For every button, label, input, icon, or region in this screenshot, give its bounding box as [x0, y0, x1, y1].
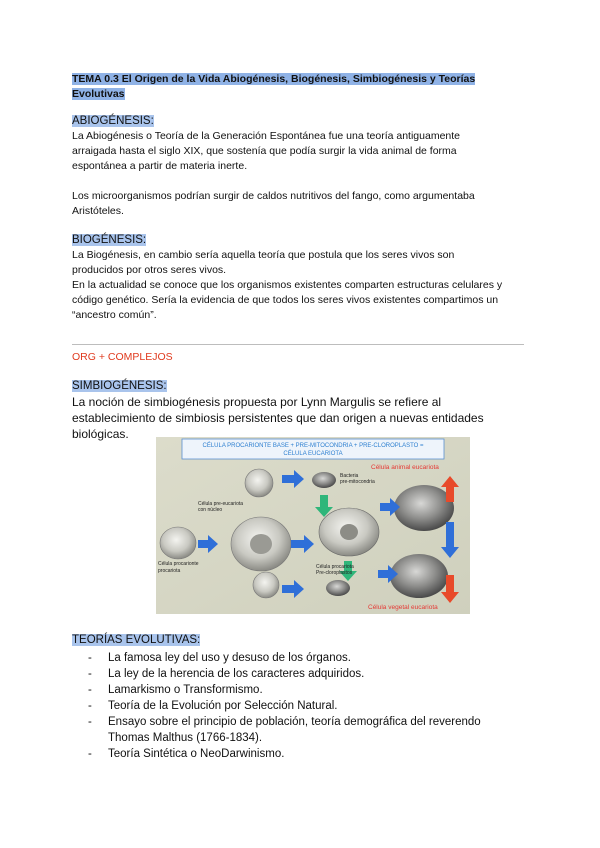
label-bacteria: Bacteria: [340, 473, 359, 479]
label-plant-cell: Célula vegetal eucariota: [368, 604, 438, 611]
banner-line-2: CÉLULA EUCARIOTA: [283, 451, 343, 457]
small-prokaryote-image: [253, 572, 279, 598]
text-line: “ancestro común”.: [72, 309, 157, 321]
text-line: La Abiogénesis o Teoría de la Generación Espontánea fue una teoría antiguamente: [72, 130, 461, 142]
small-prokaryote-image: [245, 469, 273, 497]
text-line: establecimiento de simbiosis persistentes que dan origen a nuevas entidades: [72, 411, 484, 425]
simbiogenesis-paragraph: [72, 394, 532, 442]
text-line: producidos por otros seres vivos.: [72, 264, 227, 276]
org-complejos-note: ORG + COMPLEJOS: [72, 351, 173, 363]
text-line: Los microorganismos podrían surgir de caldos nutritivos del fango, como argumentaba: [72, 190, 475, 202]
label-bacteria: pre-mitocondria: [340, 479, 375, 485]
list-item: - Lamarkismo o Transformismo.: [88, 682, 481, 698]
list-item: - La famosa ley del uso y desuso de los órganos.: [88, 650, 481, 666]
list-item: - Ensayo sobre el principio de población, teoría demográfica del reverendo Thomas Malthus (1766-1834).: [88, 714, 481, 746]
label-animal-cell: Célula animal eucariota: [371, 464, 439, 471]
abiogenesis-paragraph-2: [72, 189, 532, 219]
text-line: código genético. Sería la evidencia de que todos los seres vivos existentes compartimos un: [72, 294, 499, 306]
label-chloroplast: Célula procariota: [316, 564, 354, 570]
text-line: La Biogénesis, en cambio sería aquella teoría que postula que los seres vivos son: [72, 249, 455, 261]
text-line: biológicas.: [72, 427, 129, 441]
biogenesis-paragraph: [72, 248, 532, 323]
nucleus-image: [250, 534, 272, 554]
teorias-heading: TEORÍAS EVOLUTIVAS:: [72, 634, 201, 646]
text-line: arraigada hasta el siglo XIX, que sostenía que podía surgir la vida animal de forma: [72, 145, 457, 157]
theories-list: [88, 650, 481, 762]
bacteria-image: [312, 472, 336, 488]
endosymbiosis-diagram-svg: [156, 437, 470, 614]
text-line: espontánea a partir de materia inerte.: [72, 160, 248, 172]
label-chloroplast: Pre-cloroplastos: [316, 570, 353, 576]
chloroplast-image: [326, 580, 350, 596]
plant-cell-image: [390, 554, 448, 598]
title-line: Evolutivas: [72, 88, 125, 100]
title-line: TEMA 0.3 El Origen de la Vida Abiogénesis, Biogénesis, Simbiogénesis y Teorías: [72, 73, 476, 85]
biogenesis-heading: BIOGÉNESIS:: [72, 234, 147, 246]
label-prokaryote: Célula procarionte: [158, 561, 199, 567]
list-item: - Teoría de la Evolución por Selección Natural.: [88, 698, 481, 714]
nucleus-image: [340, 524, 358, 540]
label-pre-eukaryote: con núcleo: [198, 507, 223, 513]
simbiogenesis-heading: SIMBIOGÉNESIS:: [72, 380, 167, 392]
horizontal-divider: [72, 344, 524, 345]
label-pre-eukaryote: Célula pre-eucariota: [198, 501, 244, 507]
text-line: Aristóteles.: [72, 205, 124, 217]
abiogenesis-heading: ABIOGÉNESIS:: [72, 115, 154, 127]
label-prokaryote: procariota: [158, 568, 181, 574]
endosymbiosis-diagram: [156, 437, 470, 614]
animal-cell-image: [394, 485, 454, 531]
banner-line-1: CÉLULA PROCARIONTE BASE + PRE-MITOCONDRIA + PRE-CLOROPLASTO =: [202, 443, 424, 449]
text-line: La noción de simbiogénesis propuesta por Lynn Margulis se refiere al: [72, 395, 442, 409]
abiogenesis-paragraph-1: [72, 129, 532, 174]
prokaryote-cell-image: [160, 527, 196, 559]
text-line: En la actualidad se conoce que los organismos existentes comparten estructuras celulares y: [72, 279, 503, 291]
list-item: - Teoría Sintética o NeoDarwinismo.: [88, 746, 481, 762]
list-item: - La ley de la herencia de los caracteres adquiridos.: [88, 666, 481, 682]
page-title: [72, 72, 532, 102]
